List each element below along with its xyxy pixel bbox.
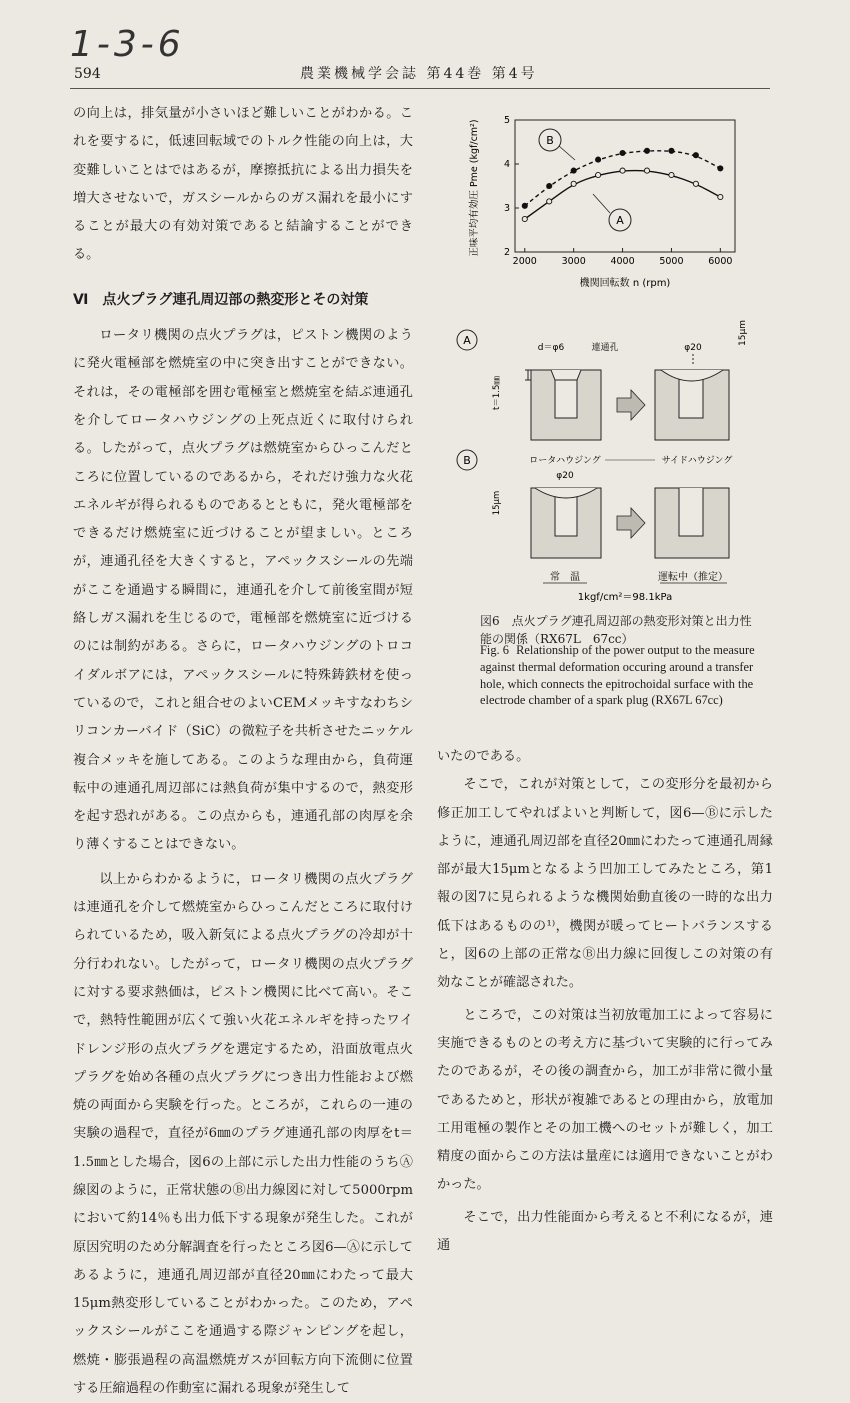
y-tick-label: 5 <box>503 115 510 126</box>
right-column <box>437 743 773 1260</box>
data-point-A <box>693 181 698 186</box>
figure-svg <box>455 108 755 608</box>
curve-a-leader <box>593 194 610 213</box>
data-point-A <box>620 168 625 173</box>
dim-phi20-a: φ20 <box>684 343 702 353</box>
panel-b-before-part <box>531 488 601 558</box>
data-point-A <box>547 199 552 204</box>
section-heading: Ⅵ 点火プラグ連孔周辺部の熱変形とその対策 <box>73 291 369 308</box>
dim-t15: t＝1.5㎜ <box>492 376 502 410</box>
data-point-A <box>718 194 723 199</box>
label-rotor-housing: ロータハウジング <box>529 456 601 466</box>
left-paragraph-0: の向上は，排気量が小さいほど難しいことがわかる。これを要するに，低速回転域でのトルク性能の向上は，大変難しいことはではあるが，摩擦抵抗による出力損失を増大させないで，ガスシールからのガス漏れを最小にすることが最大の有効対策であると結論することができる。 <box>73 106 413 263</box>
data-point-B <box>644 148 649 153</box>
y-axis-label: 正味平均有効圧 Pme (kgf/cm²) <box>469 119 480 257</box>
y-tick-label: 4 <box>503 159 510 170</box>
panel-a-before-part <box>525 370 601 440</box>
figure-caption-en-label: Fig. 6 <box>480 643 509 657</box>
x-tick-label: 6000 <box>708 256 733 267</box>
data-point-B <box>571 168 576 173</box>
panel-a-arrow <box>617 390 645 420</box>
dim-d6: d＝φ6 <box>537 343 565 353</box>
data-point-A <box>669 172 674 177</box>
right-paragraph-0: いたのである。 <box>437 749 530 764</box>
left-paragraph-2: 以上からわかるように，ロータリ機関の点火プラグは連通孔を介して燃焼室からひっこんだところに取付けられているため，吸入新気による点火プラグの冷却が十分行われない。したがって，ロータリ機関の点火プラグに対する要求熱価は，ピストン機関に比べて高い。そこで，熱特性範囲が広くて強い火花エネルギを持ったワイドレンジ形の点火プラグを選定するため，沿面放電点火プラグを始め各種の点火プラグにつき出力性能および燃焼の両面から実験を行った。ところが，これらの一連の実験の過程で，直径が6㎜のプラグ連通孔部の肉厚をt＝1.5㎜とした場合，図6の上部に示した出力性能のうちⒶ線図のように，正常状態のⒷ出力線図に対して5000rpmにおいて約14％も出力低下する現象が発生した。これが原因究明のため分解調査を行ったところ図6—Ⓐに示してあるように，連通孔周辺部が直径20㎜にわたって最大15μm熱変形していることがわかった。このため，アペックスシールがここを通過する際ジャンピングを起し，燃焼・膨張過程の高温燃焼ガスが回転方向下流側に位置する圧縮過程の作動室に漏れる現象が発生して <box>73 871 413 1397</box>
data-point-A <box>644 168 649 173</box>
chart-series <box>522 148 723 221</box>
series-line-A <box>525 171 721 219</box>
label-operating: 運転中（推定） <box>658 572 728 583</box>
x-tick-label: 3000 <box>561 256 586 267</box>
label-normal: 常 温 <box>550 572 580 583</box>
x-tick-label: 5000 <box>659 256 684 267</box>
y-tick-label: 2 <box>503 247 510 258</box>
header-rule <box>70 88 770 89</box>
right-paragraph-1: そこで，これが対策として，この変形分を最初から修正加工してやればよいと判断して，図6—Ⓑに示したように，連通孔周辺部を直径20㎜にわたって連通孔周縁部が最大15μmとなるよう凹加工してみたところ，第1報の図7に見られるような機関始動直後の一時的な出力低下はあるものの¹⁾，機関が暖ってヒートバランスすると，図6の上部の正常なⒷ出力線に回復しこの対策の有効なことが確認された。 <box>437 777 773 991</box>
panel-a-after-part <box>655 354 729 440</box>
curve-b-label: B <box>546 134 554 147</box>
right-paragraph-3: そこで，出力性能面から考えると不利になるが，連通 <box>437 1209 773 1254</box>
panel-b-label: B <box>463 454 471 467</box>
curve-a-label: A <box>616 214 624 227</box>
y-tick-label: 3 <box>503 203 510 214</box>
journal-header: 農業機械学会誌 第44巻 第4号 <box>300 66 538 82</box>
data-point-A <box>596 172 601 177</box>
panel-a-label: A <box>463 334 471 347</box>
data-point-B <box>693 153 698 158</box>
data-point-A <box>571 181 576 186</box>
data-point-B <box>522 203 527 208</box>
label-side-housing: サイドハウジング <box>661 456 733 466</box>
data-point-A <box>522 216 527 221</box>
unit-note: 1kgf/cm²＝98.1kPa <box>577 592 673 603</box>
y-tick-labels <box>504 115 519 258</box>
data-point-B <box>718 166 723 171</box>
curve-b-leader <box>559 146 575 160</box>
dim-renkoukou: 連通孔 <box>591 343 619 353</box>
left-paragraph-1: ロータリ機関の点火プラグは，ピストン機関のように発火電極部を燃焼室の中に突き出すことができない。それは，その電極部を囲む電極室と燃焼室を結ぶ連通孔を介してロータハウジングの上死点近くに取付けられる。したがって，点火プラグは燃焼室からひっこんだところに位置しているのであるから，それだけ強力な火花エネルギが得られるものであるとともに，発火電極部をできるだけ燃焼室に近づけることが望ましい。ところが，連通孔径を大きくすると，アペックスシールの先端がここを通過する瞬間に，連通孔を介して前後室間が短絡しガス漏れを生じるので，電極部を燃焼室に近づけるのには制約がある。さらに，ロータハウジングのトロコイダルボアには，アペックスシールに特殊鋳鉄材を使っているので，これと組合せのよいCEMメッキすなわちシリコンカーバイド（SiC）の微粒子を共析させたニッケル複合メッキを施してある。このような理由から，負荷運転中の連通孔周辺部には熱負荷が集中するので，熱変形を起す恐れがある。この点からも，連通孔部の肉厚を余り薄くすることはできない。 <box>73 328 413 853</box>
panel-b-after-part <box>655 488 729 558</box>
figure-6 <box>455 108 755 612</box>
x-tick-labels <box>513 248 733 267</box>
figure-caption-jp: 図6 点火プラグ連孔周辺部の熱変形対策と出力性能の関係（RX67L 67cc） <box>480 614 752 646</box>
x-tick-label: 4000 <box>610 256 635 267</box>
data-point-B <box>596 157 601 162</box>
page-number: 594 <box>74 66 101 82</box>
data-point-B <box>620 150 625 155</box>
dim-15um-a: 15μm <box>738 320 748 346</box>
figure-caption-en-text: Relationship of the power output to the measure against thermal deformation occuring around a transfer hole, which connects the epitrochoidal surface with the electrode chamber of a spark plug (RX67L 67cc) <box>480 643 755 708</box>
x-axis-label: 機関回転数 n (rpm) <box>579 278 671 289</box>
handwritten-note: 1-3-6 <box>70 24 185 65</box>
right-paragraph-2: ところで，この対策は当初放電加工によって容易に実施できるものとの考え方に基づいて実験的に行ってみたのであるが，その後の調査から，加工が非常に微小量であるためと，形状が複雑であるとの理由から，放電加工用電極の製作とその加工機へのセットが難しく，加工精度の面からこの方法は量産には適用できないことがわかった。 <box>437 1007 773 1193</box>
dim-phi20-b: φ20 <box>556 471 574 481</box>
data-point-B <box>669 148 674 153</box>
figure-caption-en <box>480 642 755 709</box>
dim-15um-b: 15μm <box>492 490 502 516</box>
data-point-B <box>547 183 552 188</box>
x-tick-label: 2000 <box>512 256 537 267</box>
panel-b-arrow <box>617 508 645 538</box>
